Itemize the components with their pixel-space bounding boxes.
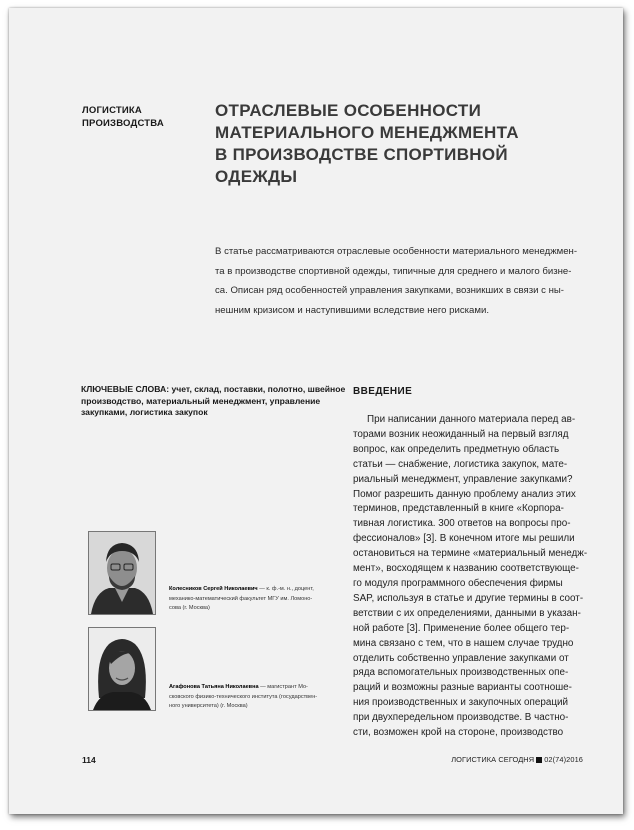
journal-issue: 02(74)2016 bbox=[544, 755, 583, 764]
body-line: ветствии с их определениями, данными в указан- bbox=[353, 607, 581, 619]
article-title-line: ОДЕЖДЫ bbox=[215, 167, 298, 186]
body-line: фессионалов» [3]. В конечном итоге мы решили bbox=[353, 533, 575, 545]
article-title-line: В ПРОИЗВОДСТВЕ СПОРТИВНОЙ bbox=[215, 145, 508, 164]
article-title-line: ОТРАСЛЕВЫЕ ОСОБЕННОСТИ bbox=[215, 101, 482, 120]
body-line: ряда вспомогательных производственных опе- bbox=[353, 667, 569, 679]
body-line: риальный менеджмент, управление закупками? bbox=[353, 473, 573, 485]
article-title-line: МАТЕРИАЛЬНОГО МЕНЕДЖМЕНТА bbox=[215, 123, 519, 142]
body-line: раций и возможны разные варианты соотноше- bbox=[353, 682, 572, 694]
author-photo-kolesnikov bbox=[88, 531, 156, 615]
body-line: сти, возможен крой на стороне, производство bbox=[353, 727, 564, 739]
author-name: Колесников Сергей Николаевич bbox=[169, 586, 258, 592]
author-photo-agafonova bbox=[88, 627, 156, 711]
square-separator-icon bbox=[536, 757, 542, 763]
body-line: тивная логистика. 300 ответов на вопросы про- bbox=[353, 518, 571, 530]
keywords-line: производство, материальный менеджмент, управление bbox=[81, 395, 321, 406]
page-number: 114 bbox=[82, 755, 96, 765]
author-caption-line: сова (г. Москва) bbox=[169, 605, 210, 612]
body-line: SAP, используя в статье и другие термины в соот- bbox=[353, 592, 584, 604]
abstract-line: нешним кризисом и наступившими вследствие него рисками. bbox=[215, 304, 490, 316]
author-name: Агафонова Татьяна Николаевна bbox=[169, 684, 259, 690]
body-line: остановиться на термине «материальный менедж- bbox=[353, 548, 588, 560]
author-caption-line bbox=[169, 585, 329, 595]
body-line: При написании данного материала перед ав- bbox=[367, 414, 576, 425]
section-label-line: ПРОИЗВОДСТВА bbox=[82, 118, 164, 129]
abstract-line: са. Описан ряд особенностей управления закупками, возникших в связи с ны- bbox=[215, 285, 564, 296]
author-caption-line: сковского физико-технического института (государствен- bbox=[169, 693, 318, 700]
author-caption-line bbox=[169, 683, 329, 693]
journal-footer bbox=[451, 755, 583, 764]
body-line: го модуля программного обеспечения фирмы bbox=[353, 577, 563, 589]
author-caption-agafonova bbox=[169, 683, 329, 712]
body-line: статьи — снабжение, логистика закупок, мате- bbox=[353, 458, 568, 470]
body-line: вопрос, как определить предметную область bbox=[353, 443, 560, 455]
introduction-heading: ВВЕДЕНИЕ bbox=[353, 386, 413, 397]
body-line: Помог разрешить данную проблему анализ этих bbox=[353, 488, 576, 500]
journal-page bbox=[9, 8, 623, 814]
author-caption-text: — к. ф.-м. н., доцент, bbox=[257, 586, 314, 592]
keywords-line: КЛЮЧЕВЫЕ СЛОВА: учет, склад, поставки, полотно, швейное bbox=[81, 384, 346, 394]
abstract-line: та в производстве спортивной одежды, типичные для среднего и малого бизне- bbox=[215, 265, 572, 277]
body-line: терминов, представленный в книге «Корпора- bbox=[353, 503, 564, 515]
body-line: ной работе [3]. Применение более общего тер- bbox=[353, 622, 570, 634]
abstract-line: В статье рассматриваются отраслевые особенности материального менеджмен- bbox=[215, 246, 578, 257]
body-line: отделить собственно управление закупками от bbox=[353, 652, 569, 664]
abstract bbox=[215, 242, 593, 320]
keywords bbox=[81, 384, 346, 419]
body-line: торами возник неожиданный на первый взгляд bbox=[353, 428, 569, 440]
introduction-body bbox=[353, 413, 593, 741]
body-line: при двухпередельном производстве. В частно- bbox=[353, 712, 569, 724]
body-line: мент», восходящем к названию соответствующе- bbox=[353, 563, 579, 575]
section-label-line: ЛОГИСТИКА bbox=[82, 105, 142, 116]
journal-name: ЛОГИСТИКА СЕГОДНЯ bbox=[451, 755, 535, 764]
keywords-line: закупками, логистика закупок bbox=[81, 407, 208, 417]
section-label bbox=[82, 104, 164, 130]
author-caption-kolesnikov bbox=[169, 585, 329, 614]
author-caption-line: ного университета) (г. Москва) bbox=[169, 703, 248, 710]
body-line: ния производственных и закупочных операций bbox=[353, 697, 569, 709]
article-title bbox=[215, 100, 595, 188]
body-line: мина связано с тем, что в нашем случае трудно bbox=[353, 637, 574, 649]
author-caption-line: механико-математический факультет МГУ им. Ломоно- bbox=[169, 595, 313, 602]
author-caption-text: — магистрант Мо- bbox=[258, 684, 308, 690]
